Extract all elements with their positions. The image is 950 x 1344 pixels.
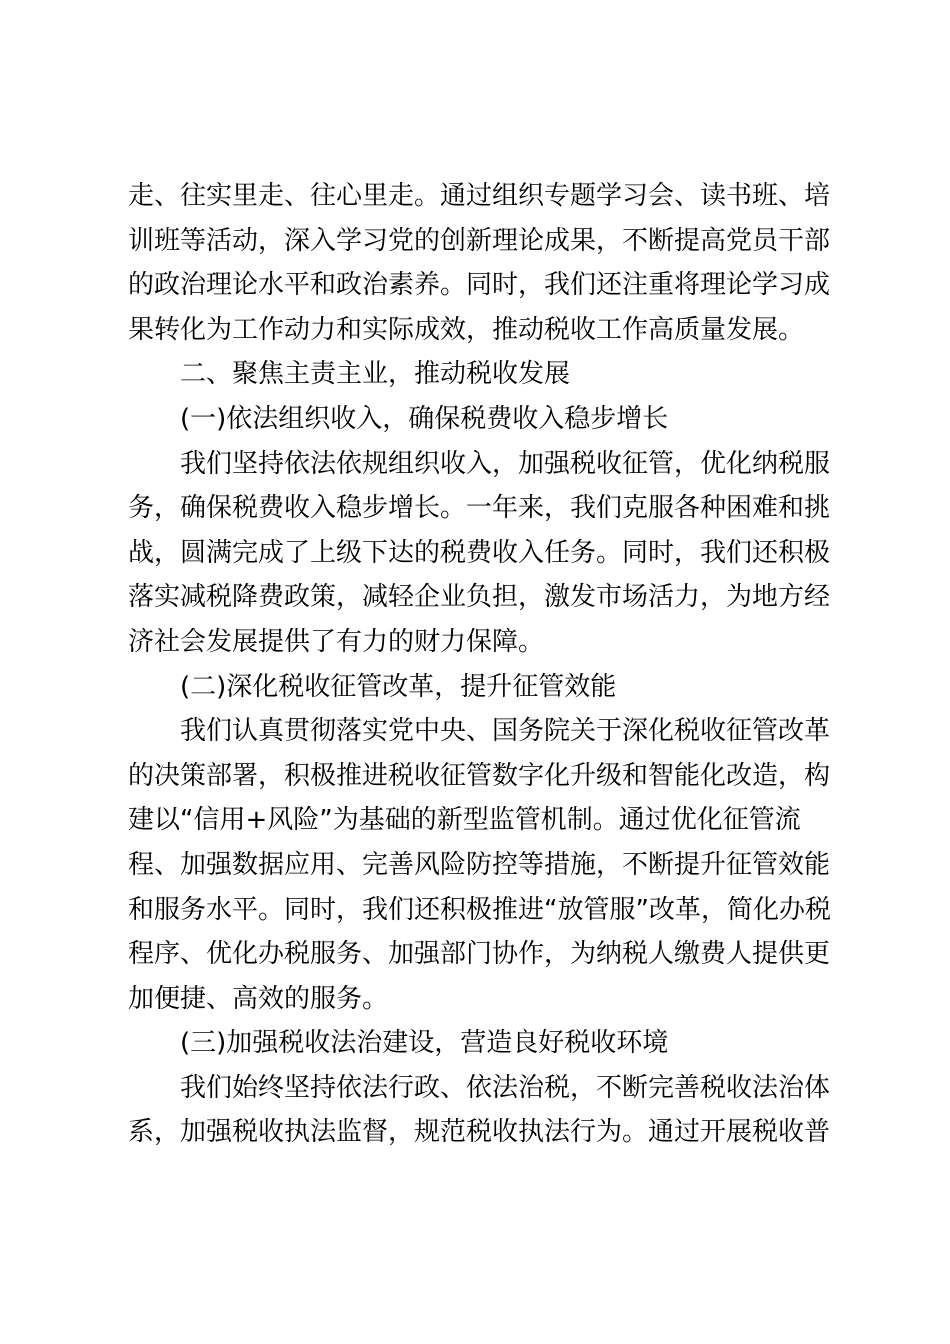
subsection-heading: (三)加强税收法治建设，营造良好税收环境 xyxy=(180,1028,669,1059)
paragraph-line: 战，圆满完成了上级下达的税费收入任务。同时，我们还积极 xyxy=(128,537,831,568)
subsection-heading: (二)深化税收征管改革，提升征管效能 xyxy=(180,671,617,702)
paragraph-line: 系，加强税收执法监督，规范税收执法行为。通过开展税收普 xyxy=(128,1117,831,1148)
section-heading: 二、聚焦主责主业，推动税收发展 xyxy=(180,359,571,390)
paragraph-line: 我们认真贯彻落实党中央、国务院关于深化税收征管改革 xyxy=(180,716,831,747)
paragraph-line: 的决策部署，积极推进税收征管数字化升级和智能化改造，构 xyxy=(128,760,831,791)
paragraph-line: 训班等活动，深入学习党的创新理论成果，不断提高党员干部 xyxy=(128,225,831,256)
paragraph-line: 和服务水平。同时，我们还积极推进“放管服”改革，简化办税 xyxy=(128,894,831,925)
paragraph-line: 务，确保税费收入稳步增长。一年来，我们克服各种困难和挑 xyxy=(128,493,831,524)
paragraph-line: 加便捷、高效的服务。 xyxy=(128,983,389,1014)
paragraph-line: 程、加强数据应用、完善风险防控等措施，不断提升征管效能 xyxy=(128,849,831,880)
paragraph-line: 走、往实里走、往心里走。通过组织专题学习会、读书班、培 xyxy=(128,181,831,211)
body-text xyxy=(128,174,831,1155)
paragraph-line: 建以“信用+风险”为基础的新型监管机制。通过优化征管流 xyxy=(128,805,801,836)
paragraph-line: 程序、优化办税服务、加强部门协作，为纳税人缴费人提供更 xyxy=(128,939,831,970)
subsection-heading: (一)依法组织收入，确保税费收入稳步增长 xyxy=(180,403,669,434)
paragraph-line: 落实减税降费政策，减轻企业负担，激发市场活力，为地方经 xyxy=(128,582,831,613)
paragraph-line: 我们坚持依法依规组织收入，加强税收征管，优化纳税服 xyxy=(180,448,831,479)
paragraph-line: 济社会发展提供了有力的财力保障。 xyxy=(128,626,545,657)
paragraph-line: 的政治理论水平和政治素养。同时，我们还注重将理论学习成 xyxy=(128,270,831,301)
paragraph-line: 我们始终坚持依法行政、依法治税，不断完善税收法治体 xyxy=(180,1072,831,1103)
paragraph-line: 果转化为工作动力和实际成效，推动税收工作高质量发展。 xyxy=(128,314,805,345)
